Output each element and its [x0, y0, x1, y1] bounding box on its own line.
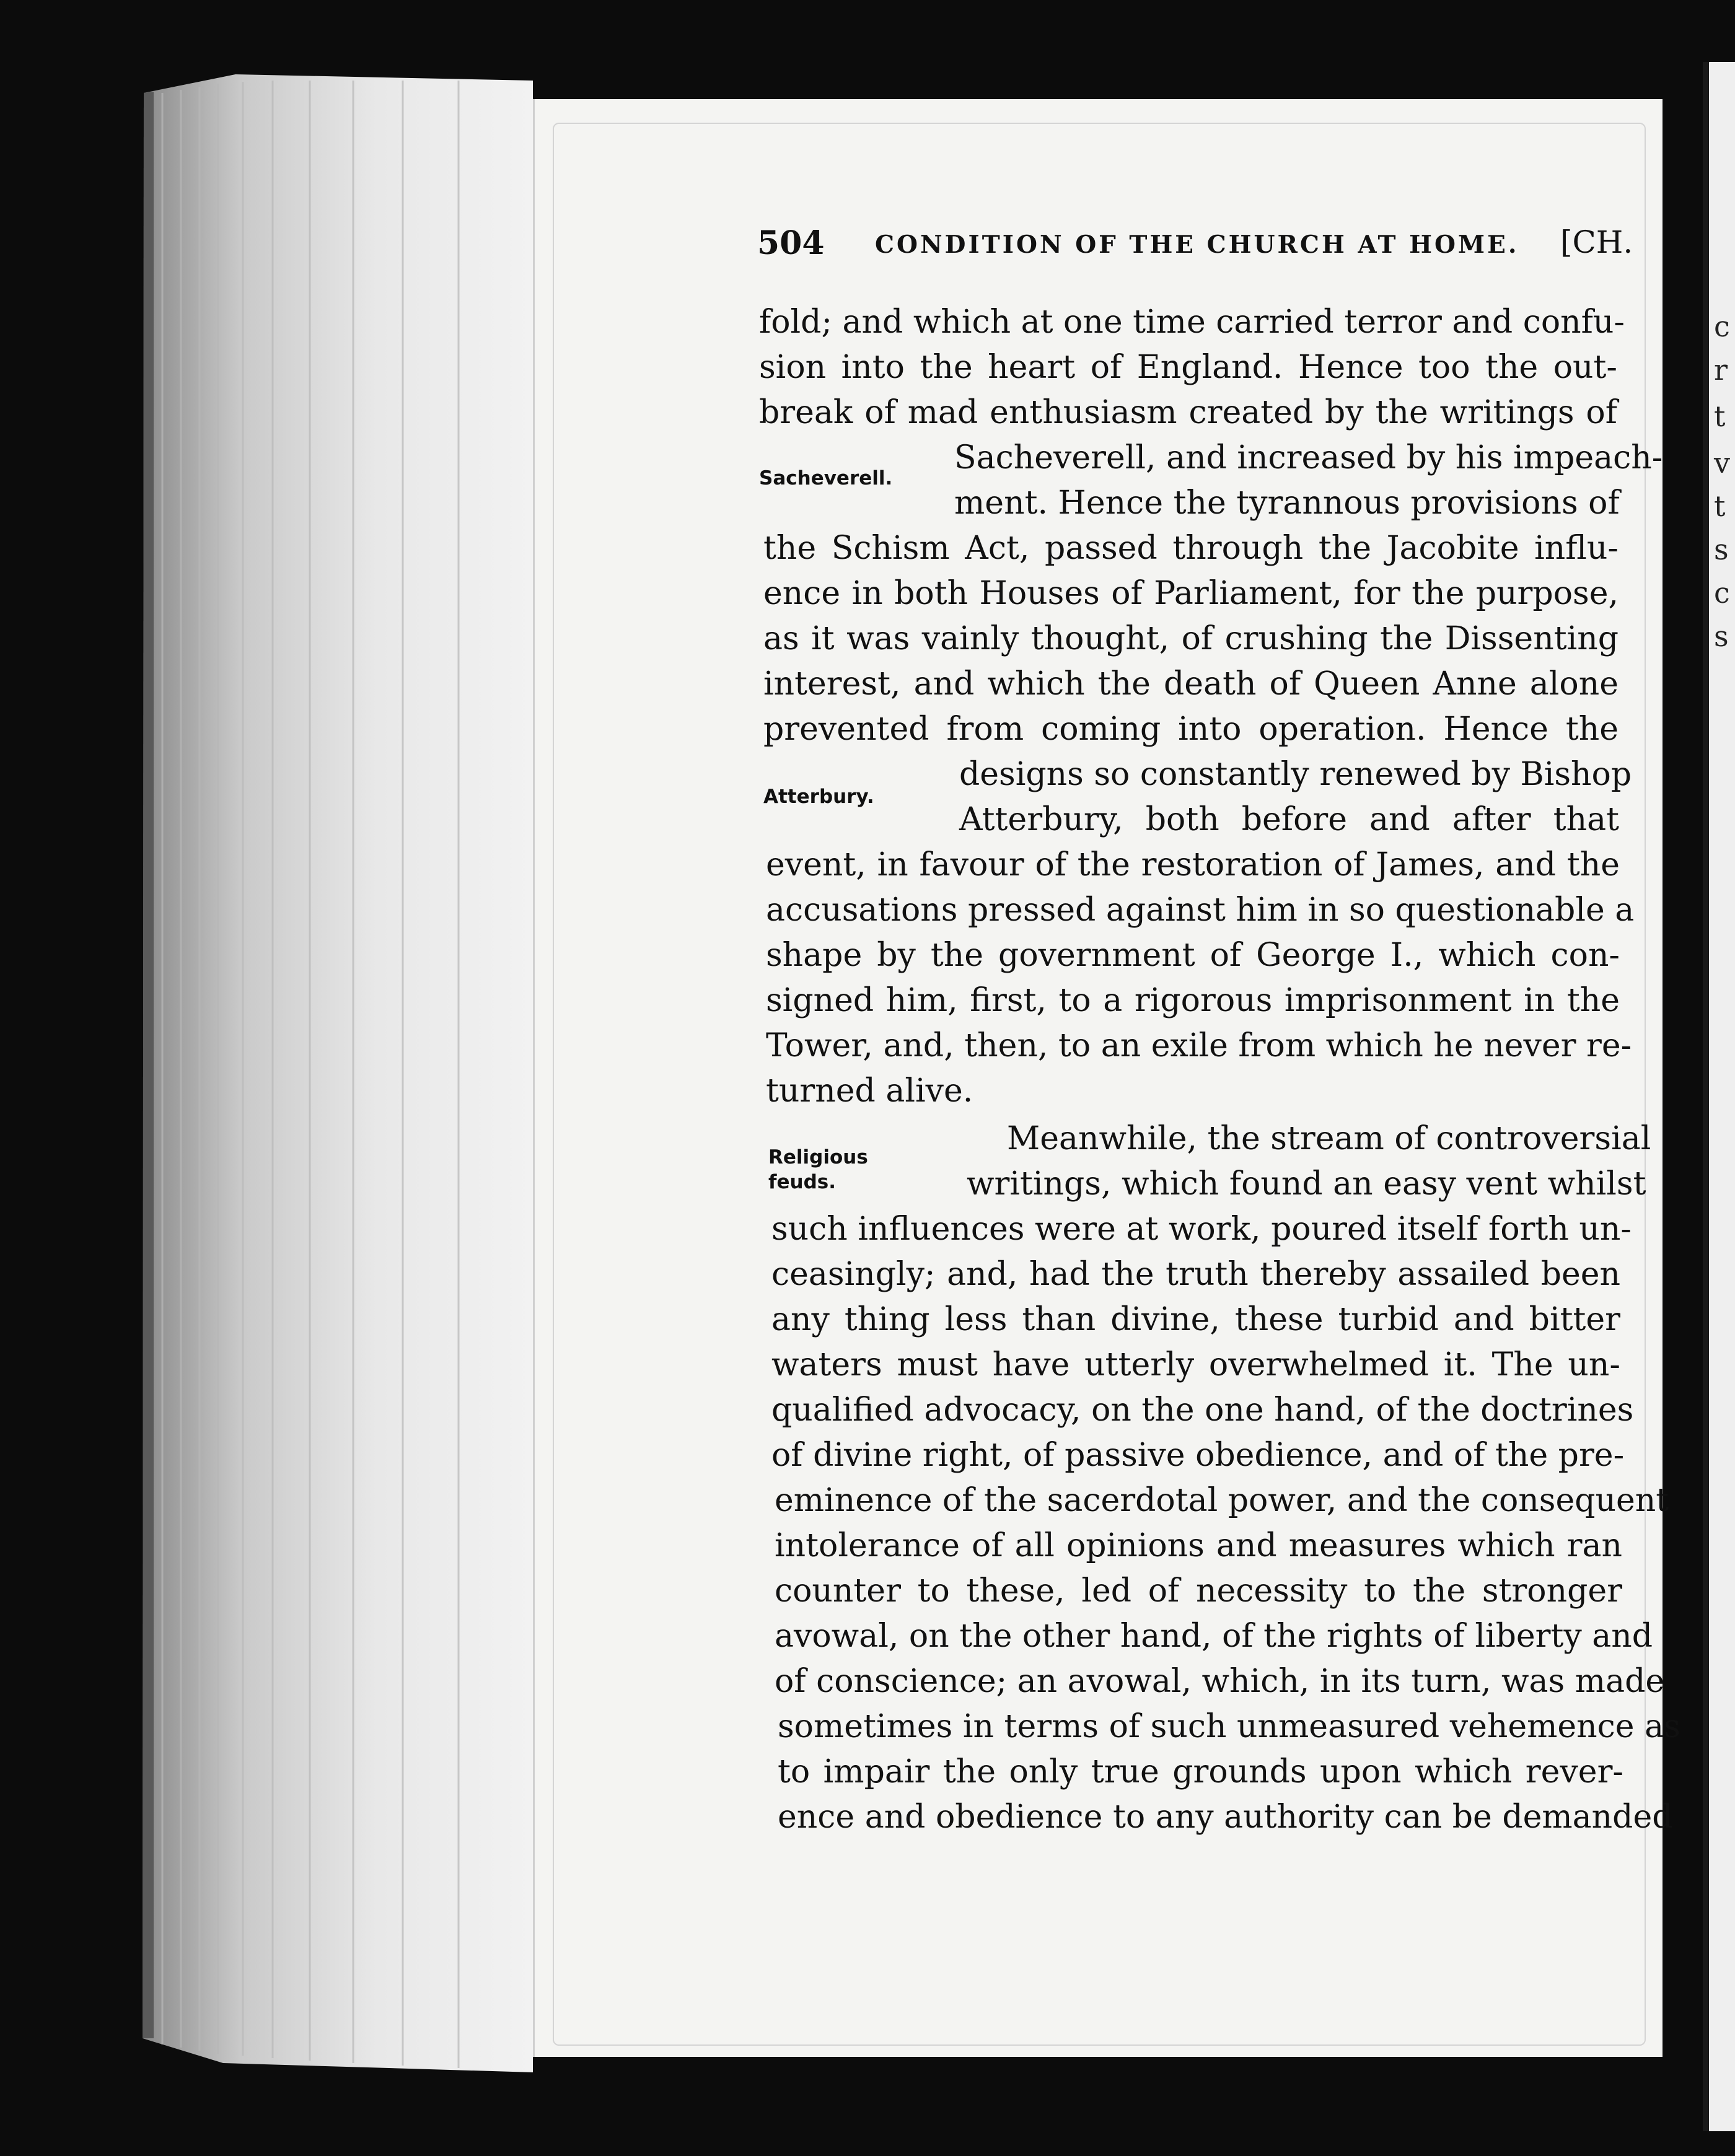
text-line: ence and obedience to any authority can be demanded — [778, 1799, 1673, 1836]
text-line: sion into the heart of England. Hence too the out- — [759, 349, 1617, 386]
next-page-glyph: r — [1714, 353, 1728, 387]
text-line: ment. Hence the tyrannous provisions of — [954, 484, 1620, 522]
text-line: prevented from coming into operation. Hence the — [763, 711, 1619, 748]
next-page-glyph: t — [1714, 400, 1726, 433]
text-line: intolerance of all opinions and measures which ran — [775, 1527, 1622, 1564]
text-line: such influences were at work, poured itself forth un- — [771, 1211, 1632, 1248]
next-page-edge — [1703, 62, 1735, 2131]
text-line: writings, which found an easy vent whilst — [967, 1165, 1646, 1203]
text-line: to impair the only true grounds upon which rever- — [778, 1753, 1623, 1790]
text-line: of conscience; an avowal, which, in its turn, was made — [775, 1663, 1665, 1700]
text-line: qualified advocacy, on the one hand, of the doctrines — [771, 1391, 1634, 1429]
text-line: signed him, first, to a rigorous imprisonment in the — [766, 982, 1620, 1019]
chapter-mark: [CH. — [1560, 224, 1633, 260]
text-line: Meanwhile, the stream of controversial — [1007, 1120, 1651, 1157]
text-line: of divine right, of passive obedience, and of the pre- — [771, 1437, 1625, 1474]
margin-note: Sacheverell. — [759, 467, 893, 489]
text-line: waters must have utterly overwhelmed it. The un- — [771, 1346, 1620, 1383]
text-line: as it was vainly thought, of crushing the Dissenting — [763, 620, 1619, 657]
running-title: CONDITION OF THE CHURCH AT HOME. — [875, 230, 1519, 259]
text-line: shape by the government of George I., which con- — [766, 937, 1620, 974]
text-line: interest, and which the death of Queen Anne alone — [763, 665, 1619, 703]
next-page-glyph: c — [1714, 576, 1730, 610]
text-line: sometimes in terms of such unmeasured vehemence as — [778, 1708, 1680, 1745]
text-line: ence in both Houses of Parliament, for the purpose, — [763, 575, 1619, 612]
margin-note: Religious — [768, 1146, 868, 1168]
text-line: fold; and which at one time carried terror and confu- — [759, 304, 1625, 341]
text-line: break of mad enthusiasm created by the writings of — [759, 394, 1617, 431]
text-line: avowal, on the other hand, of the rights of liberty and — [775, 1618, 1653, 1655]
next-page-glyph: v — [1714, 446, 1730, 480]
next-page-glyph: t — [1714, 489, 1726, 523]
text-line: Tower, and, then, to an exile from which he never re- — [766, 1027, 1632, 1064]
text-line: event, in favour of the restoration of James, and the — [766, 846, 1620, 883]
text-line: turned alive. — [766, 1072, 973, 1110]
text-line: any thing less than divine, these turbid and bitter — [771, 1301, 1620, 1338]
text-line: accusations pressed against him in so questionable a — [766, 892, 1635, 929]
text-line: Sacheverell, and increased by his impeach- — [954, 439, 1663, 476]
text-line: the Schism Act, passed through the Jacobite influ- — [763, 530, 1619, 567]
margin-note: Atterbury. — [763, 786, 874, 808]
next-page-glyph: s — [1714, 533, 1729, 566]
text-line: counter to these, led of necessity to the stronger — [775, 1572, 1622, 1610]
text-line: ceasingly; and, had the truth thereby assailed been — [771, 1256, 1620, 1293]
margin-note: feuds. — [768, 1171, 836, 1193]
next-page-glyph: c — [1714, 310, 1730, 343]
text-line: Atterbury, both before and after that — [959, 801, 1619, 838]
text-line: designs so constantly renewed by Bishop — [959, 756, 1632, 793]
text-line: eminence of the sacerdotal power, and the consequent — [775, 1482, 1669, 1519]
next-page-glyph: s — [1714, 620, 1729, 653]
page-number: 504 — [757, 224, 825, 262]
